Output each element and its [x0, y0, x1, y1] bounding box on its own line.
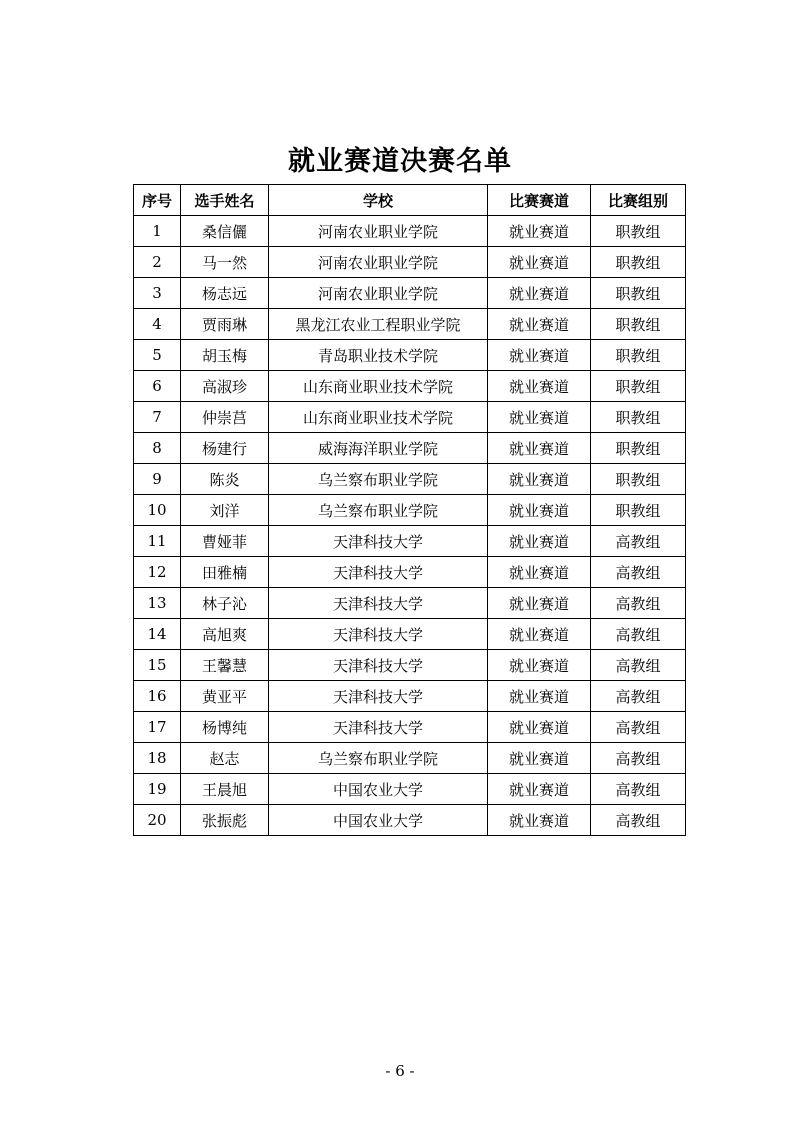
cell-track: 就业赛道	[488, 774, 591, 805]
cell-group: 职教组	[591, 247, 686, 278]
cell-contestant-name: 刘洋	[181, 495, 269, 526]
cell-school: 天津科技大学	[269, 712, 488, 743]
table-row	[134, 278, 686, 309]
cell-school: 中国农业大学	[269, 774, 488, 805]
cell-contestant-name: 胡玉梅	[181, 340, 269, 371]
cell-serial-no: 10	[134, 495, 181, 526]
cell-contestant-name: 陈炎	[181, 464, 269, 495]
cell-contestant-name: 杨建行	[181, 433, 269, 464]
cell-track: 就业赛道	[488, 402, 591, 433]
table-row	[134, 681, 686, 712]
cell-school: 威海海洋职业学院	[269, 433, 488, 464]
cell-track: 就业赛道	[488, 557, 591, 588]
cell-contestant-name: 贾雨琳	[181, 309, 269, 340]
header-group: 比赛组别	[591, 185, 686, 216]
table-row	[134, 464, 686, 495]
cell-group: 职教组	[591, 402, 686, 433]
cell-group: 职教组	[591, 278, 686, 309]
cell-serial-no: 7	[134, 402, 181, 433]
cell-school: 天津科技大学	[269, 619, 488, 650]
cell-group: 高教组	[591, 805, 686, 836]
cell-school: 青岛职业技术学院	[269, 340, 488, 371]
cell-track: 就业赛道	[488, 309, 591, 340]
cell-contestant-name: 马一然	[181, 247, 269, 278]
cell-group: 职教组	[591, 464, 686, 495]
table-row	[134, 495, 686, 526]
cell-serial-no: 2	[134, 247, 181, 278]
cell-contestant-name: 曹娅菲	[181, 526, 269, 557]
cell-group: 职教组	[591, 216, 686, 247]
cell-serial-no: 16	[134, 681, 181, 712]
table-row	[134, 743, 686, 774]
cell-serial-no: 19	[134, 774, 181, 805]
cell-group: 职教组	[591, 433, 686, 464]
page-number: - 6 -	[385, 1062, 415, 1080]
cell-track: 就业赛道	[488, 712, 591, 743]
table-row	[134, 371, 686, 402]
table-row	[134, 247, 686, 278]
cell-group: 职教组	[591, 309, 686, 340]
cell-contestant-name: 王馨慧	[181, 650, 269, 681]
cell-group: 高教组	[591, 650, 686, 681]
header-serial-no: 序号	[134, 185, 181, 216]
cell-serial-no: 13	[134, 588, 181, 619]
cell-school: 乌兰察布职业学院	[269, 743, 488, 774]
cell-school: 河南农业职业学院	[269, 216, 488, 247]
table-row	[134, 805, 686, 836]
cell-school: 河南农业职业学院	[269, 278, 488, 309]
table-row	[134, 216, 686, 247]
table-row	[134, 557, 686, 588]
cell-serial-no: 3	[134, 278, 181, 309]
table-row	[134, 433, 686, 464]
cell-group: 高教组	[591, 681, 686, 712]
table-row	[134, 309, 686, 340]
cell-serial-no: 14	[134, 619, 181, 650]
cell-track: 就业赛道	[488, 805, 591, 836]
cell-track: 就业赛道	[488, 495, 591, 526]
table-row	[134, 650, 686, 681]
cell-track: 就业赛道	[488, 650, 591, 681]
cell-serial-no: 15	[134, 650, 181, 681]
cell-track: 就业赛道	[488, 588, 591, 619]
cell-group: 高教组	[591, 557, 686, 588]
cell-school: 乌兰察布职业学院	[269, 495, 488, 526]
cell-serial-no: 6	[134, 371, 181, 402]
cell-contestant-name: 桑信儷	[181, 216, 269, 247]
cell-track: 就业赛道	[488, 464, 591, 495]
cell-serial-no: 11	[134, 526, 181, 557]
table-row	[134, 340, 686, 371]
cell-school: 天津科技大学	[269, 681, 488, 712]
header-track: 比赛赛道	[488, 185, 591, 216]
header-school: 学校	[269, 185, 488, 216]
cell-school: 天津科技大学	[269, 588, 488, 619]
cell-track: 就业赛道	[488, 340, 591, 371]
cell-serial-no: 18	[134, 743, 181, 774]
table-row	[134, 526, 686, 557]
table-row	[134, 588, 686, 619]
cell-contestant-name: 张振彪	[181, 805, 269, 836]
cell-serial-no: 8	[134, 433, 181, 464]
cell-school: 乌兰察布职业学院	[269, 464, 488, 495]
cell-group: 高教组	[591, 526, 686, 557]
cell-school: 天津科技大学	[269, 557, 488, 588]
cell-group: 高教组	[591, 712, 686, 743]
table-row	[134, 712, 686, 743]
cell-track: 就业赛道	[488, 526, 591, 557]
cell-serial-no: 12	[134, 557, 181, 588]
cell-group: 职教组	[591, 495, 686, 526]
cell-serial-no: 9	[134, 464, 181, 495]
table-row	[134, 402, 686, 433]
cell-track: 就业赛道	[488, 247, 591, 278]
cell-contestant-name: 仲崇莒	[181, 402, 269, 433]
cell-track: 就业赛道	[488, 681, 591, 712]
table-row	[134, 774, 686, 805]
cell-group: 职教组	[591, 371, 686, 402]
cell-contestant-name: 赵志	[181, 743, 269, 774]
cell-school: 山东商业职业技术学院	[269, 402, 488, 433]
page-title: 就业赛道决赛名单	[288, 146, 512, 177]
cell-group: 职教组	[591, 340, 686, 371]
cell-school: 天津科技大学	[269, 526, 488, 557]
cell-track: 就业赛道	[488, 216, 591, 247]
cell-school: 河南农业职业学院	[269, 247, 488, 278]
cell-track: 就业赛道	[488, 278, 591, 309]
cell-contestant-name: 田雅楠	[181, 557, 269, 588]
table-header-row	[134, 185, 686, 216]
cell-school: 天津科技大学	[269, 650, 488, 681]
cell-school: 中国农业大学	[269, 805, 488, 836]
cell-school: 山东商业职业技术学院	[269, 371, 488, 402]
cell-track: 就业赛道	[488, 433, 591, 464]
finalist-table	[133, 184, 686, 836]
table-row	[134, 619, 686, 650]
cell-group: 高教组	[591, 743, 686, 774]
cell-group: 高教组	[591, 774, 686, 805]
header-contestant-name: 选手姓名	[181, 185, 269, 216]
cell-serial-no: 20	[134, 805, 181, 836]
cell-serial-no: 1	[134, 216, 181, 247]
cell-contestant-name: 王晨旭	[181, 774, 269, 805]
cell-contestant-name: 高淑珍	[181, 371, 269, 402]
cell-contestant-name: 高旭爽	[181, 619, 269, 650]
cell-track: 就业赛道	[488, 371, 591, 402]
cell-serial-no: 4	[134, 309, 181, 340]
cell-serial-no: 17	[134, 712, 181, 743]
cell-contestant-name: 林子沁	[181, 588, 269, 619]
cell-serial-no: 5	[134, 340, 181, 371]
cell-track: 就业赛道	[488, 619, 591, 650]
cell-contestant-name: 杨志远	[181, 278, 269, 309]
cell-group: 高教组	[591, 588, 686, 619]
cell-contestant-name: 黄亚平	[181, 681, 269, 712]
cell-track: 就业赛道	[488, 743, 591, 774]
cell-contestant-name: 杨博纯	[181, 712, 269, 743]
cell-group: 高教组	[591, 619, 686, 650]
cell-school: 黑龙江农业工程职业学院	[269, 309, 488, 340]
